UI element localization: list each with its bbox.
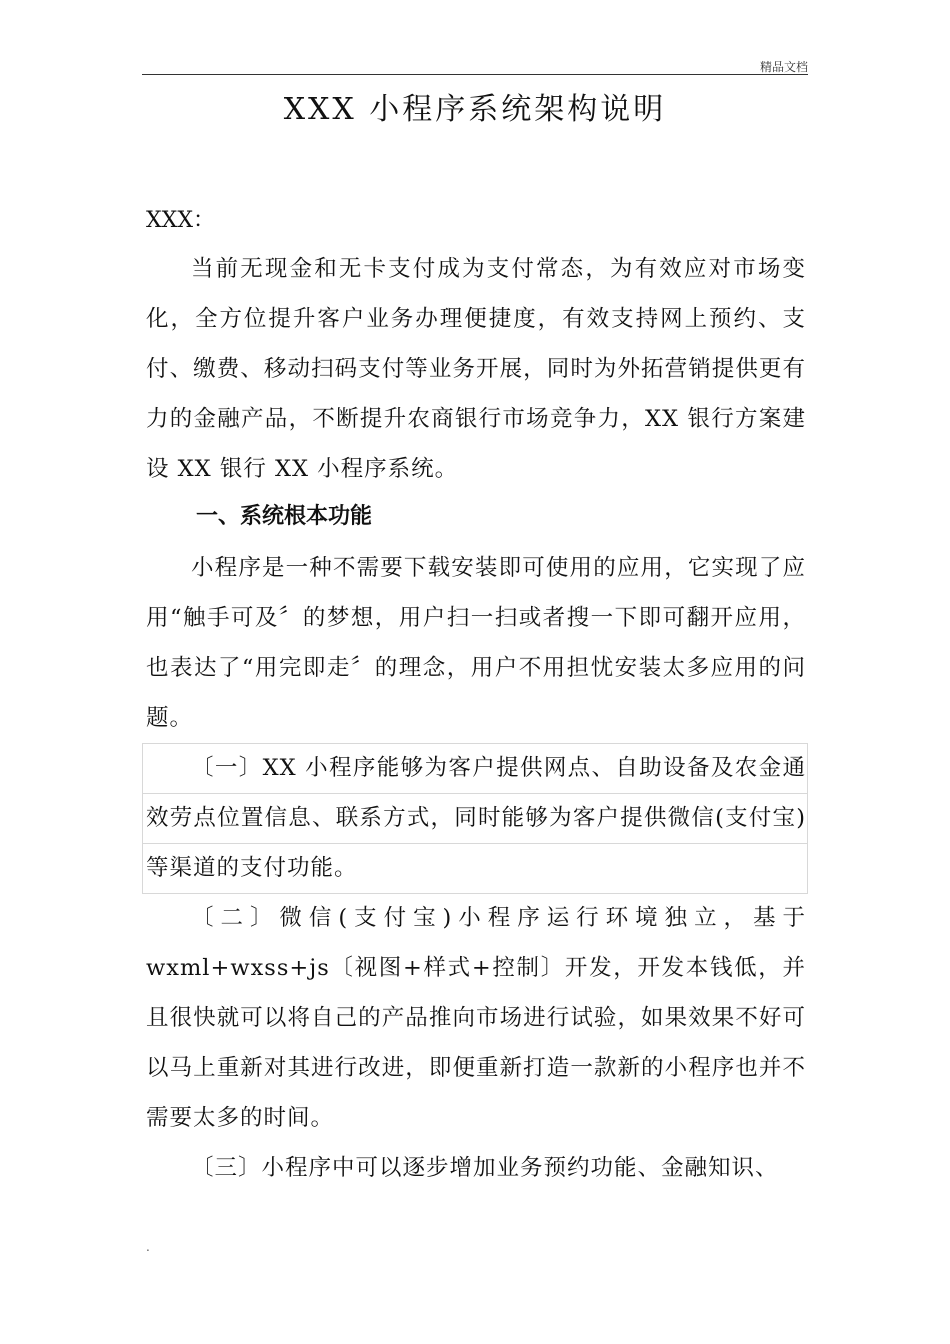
salutation: XXX：	[146, 208, 215, 233]
header-rule	[142, 74, 808, 75]
box-side-right	[807, 743, 808, 893]
footer-mark: .	[146, 1240, 150, 1254]
paragraph-item-2: 〔二〕微信(支付宝)小程序运行环境独立，基于 wxml+wxss+js〔视图+样式+控制〕开发，开发本钱低，并且很快就可以将自己的产品推向市场进行试验，如果效果不好可以马上重新对其进行改进，即便重新打造一款新的小程序也并不需要太多的时间。	[146, 905, 806, 1131]
paragraph-intro: 当前无现金和无卡支付成为支付常态，为有效应对市场变化，全方位提升客户业务办理便捷度，有效支持网上预约、支付、缴费、移动扫码支付等业务开展，同时为外拓营销提供更有力的金融产品，不断提升农商银行市场竞争力，XX 银行方案建设 XX 银行 XX 小程序系统。	[146, 256, 806, 482]
document-title: XXX 小程序系统架构说明	[283, 92, 667, 127]
header-label: 精品文档	[759, 60, 808, 74]
box-side-left	[142, 743, 143, 893]
section-heading-basic-functions: 一、系统根本功能	[196, 504, 373, 529]
paragraph-item-1: 〔一〕XX 小程序能够为客户提供网点、自助设备及农金通效劳点位置信息、联系方式，同时能够为客户提供微信(支付宝)等渠道的支付功能。	[146, 755, 806, 881]
paragraph-mini-program-definition: 小程序是一种不需要下载安装即可使用的应用，它实现了应用“触手可及〞的梦想，用户扫一扫或者搜一下即可翻开应用，也表达了“用完即走〞的理念，用户不用担忧安装太多应用的问题。	[146, 555, 806, 731]
paragraph-item-3: 〔三〕小程序中可以逐步增加业务预约功能、金融知识、	[191, 1155, 779, 1181]
